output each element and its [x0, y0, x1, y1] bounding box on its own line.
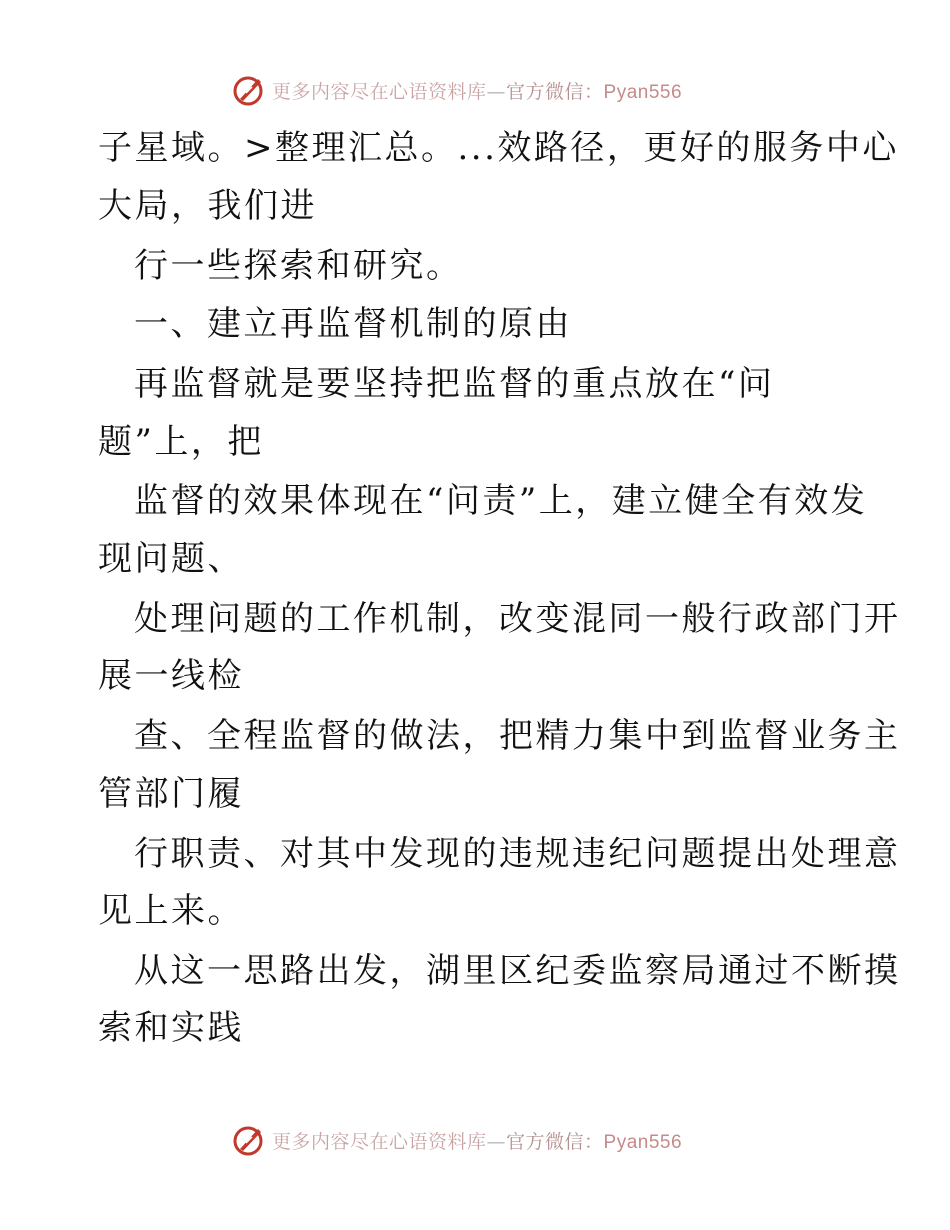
quill-logo-icon: [232, 1123, 266, 1157]
text-line: 行职责、对其中发现的违规违纪问题提出处理意: [134, 834, 901, 874]
text-line: 大局，我们进: [98, 186, 317, 226]
banner-wechat-label: 官方微信：: [506, 1130, 604, 1153]
banner-wechat-id: Pyan556: [603, 81, 683, 103]
text-line: 索和实践: [98, 1008, 244, 1048]
text-line: 现问题、: [98, 539, 244, 579]
text-line: 子星域。>整理汇总。...效路径，更好的服务中心: [98, 128, 899, 168]
banner-wechat-id: Pyan556: [603, 1131, 683, 1153]
banner-wechat-label: 官方微信：: [506, 80, 604, 103]
text-line: 管部门履: [98, 774, 244, 814]
header-banner: [232, 72, 682, 108]
quill-logo-icon: [232, 73, 266, 107]
banner-text: [272, 1127, 682, 1154]
banner-slogan: 更多内容尽在心语资料库: [272, 1130, 487, 1153]
banner-text: [272, 77, 682, 104]
section-heading: 一、建立再监督机制的原由: [134, 304, 572, 344]
text-line: 行一些探索和研究。: [134, 246, 463, 286]
text-line: 监督的效果体现在“问责”上，建立健全有效发: [134, 481, 868, 521]
text-line: 题”上，把: [98, 422, 264, 462]
text-line: 从这一思路出发，湖里区纪委监察局通过不断摸: [134, 951, 901, 991]
text-line: 再监督就是要坚持把监督的重点放在“问: [134, 364, 775, 404]
banner-slogan: 更多内容尽在心语资料库: [272, 80, 487, 103]
banner-separator: —: [486, 80, 507, 103]
text-line: 处理问题的工作机制，改变混同一般行政部门开: [134, 599, 901, 639]
text-line: 查、全程监督的做法，把精力集中到监督业务主: [134, 716, 901, 756]
text-line: 见上来。: [98, 891, 244, 931]
footer-banner: [232, 1122, 682, 1158]
text-line: 展一线检: [98, 656, 244, 696]
banner-separator: —: [486, 1130, 507, 1153]
